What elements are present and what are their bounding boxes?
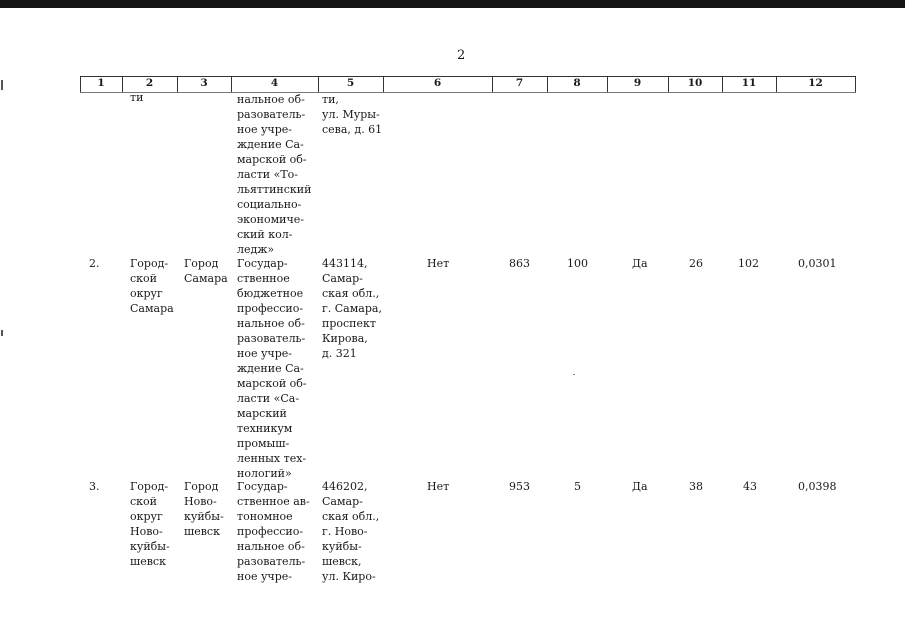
cell-col11: 102 [738,257,759,270]
cell-col8: 100 [567,257,588,270]
header-col-6: 6 [433,77,442,89]
cell-col7: 953 [509,480,530,493]
header-divider [855,76,856,92]
header-col-1: 1 [97,77,105,89]
header-col-12: 12 [808,77,823,89]
cell-address: 443114, Самар- ская обл., г. Самара, проспект Кирова, д. 321 [322,257,382,360]
cell-address: 446202, Самар- ская обл., г. Ново- куйбы- шевск, ул. Киро- [322,480,380,583]
cell-district: Город- ской округ Самара [130,257,174,315]
cell-district: Город- ской округ Ново- куйбы- шевск [130,480,170,568]
page-number: 2 [457,48,466,63]
cell-institution: Государ- ственное ав- тономное профессио- нальное об- разователь- ное учре- [237,480,310,583]
scan-top-border [0,0,905,8]
cell-col12: 0,0398 [798,480,837,493]
header-bottom-rule [80,92,856,93]
cell-col12: 0,0301 [798,257,837,270]
header-col-2: 2 [145,77,154,89]
cell-index: 2. [89,257,100,270]
cell-index: 3. [89,480,100,493]
cell-col9: Да [632,257,648,270]
header-col-5: 5 [346,77,355,89]
header-col-9: 9 [633,77,642,89]
cell-col6: Нет [427,480,450,493]
header-col-4: 4 [270,77,279,89]
cell-col10: 26 [689,257,703,270]
cell-institution: нальное об- разователь- ное учре- ждение Са- марской об- ласти «То- льяттинский социально- экономиче- ский кол- ледж» [237,93,312,256]
header-col-11: 11 [741,77,757,89]
cell-locality: Город Самара [184,257,228,285]
cell-address: ти, ул. Муры- сева, д. 61 [322,93,383,136]
scan-edge-mark [1,330,3,336]
cell-col7: 863 [509,257,530,270]
cell-col11: 43 [743,480,757,493]
cell-institution: Государ- ственное бюджетное профессио- нальное об- разователь- ное учре- ждение Са- марской об- ласти «Са- марский техникум промыш- ленных тех- нологий» [237,257,307,480]
cell-col10: 38 [689,480,703,493]
scan-edge-mark [1,80,3,90]
cell-col9: Да [632,480,648,493]
header-col-3: 3 [200,77,208,89]
header-col-10: 10 [687,77,703,89]
header-col-8: 8 [573,77,581,89]
cell-col6: Нет [427,257,450,270]
cell-col8: 5 [574,480,581,493]
header-col-7: 7 [515,77,524,89]
cell-locality: Город Ново- куйбы- шевск [184,480,224,538]
cell-district: ти [130,91,144,104]
scan-speck [573,374,575,375]
